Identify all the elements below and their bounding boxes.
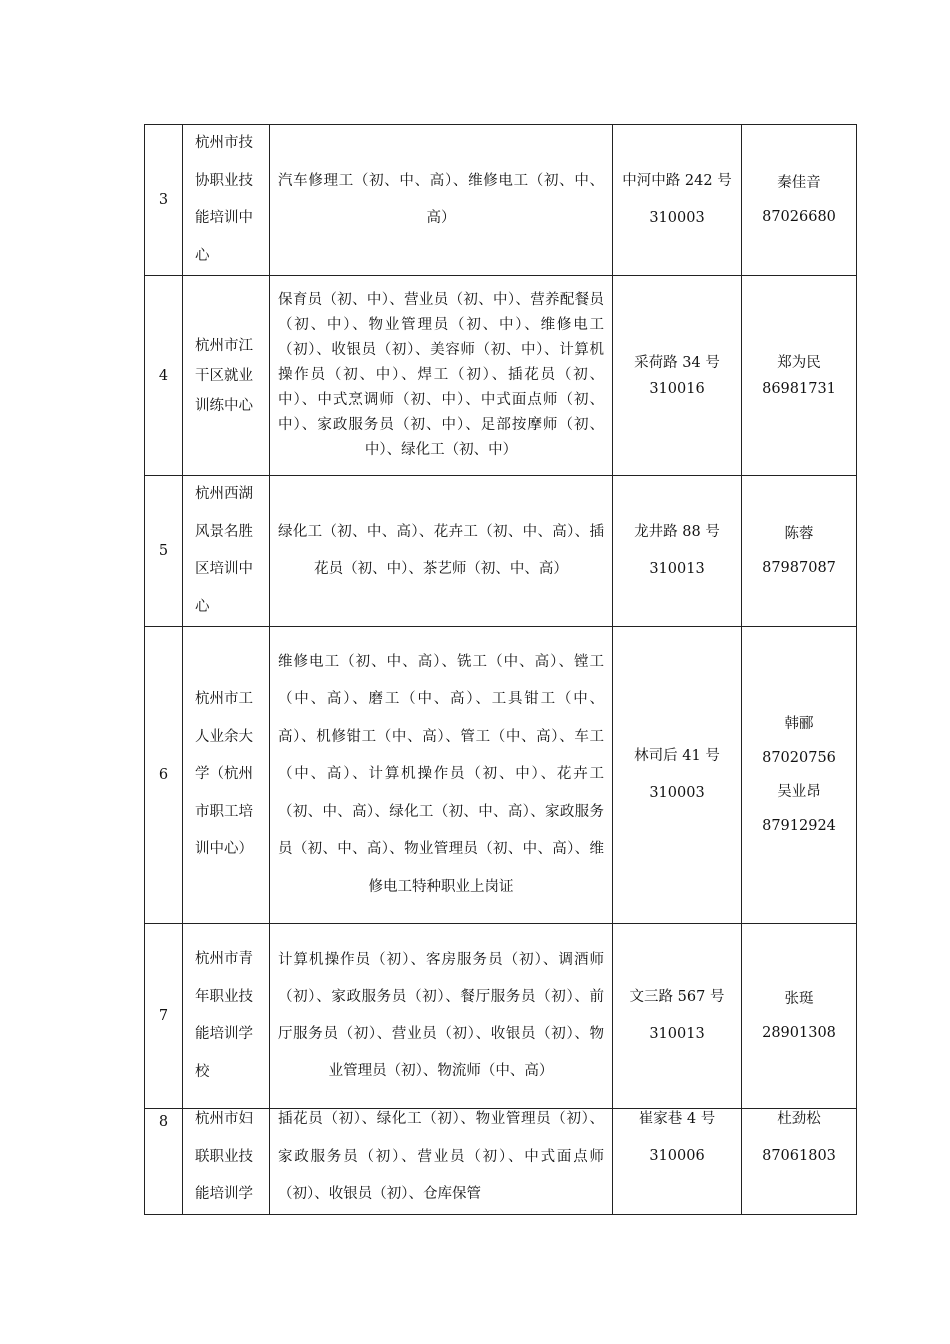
postal-code: 310013 xyxy=(649,561,705,577)
contact-phone: 86981731 xyxy=(762,380,836,397)
row-number: 7 xyxy=(145,924,183,1109)
row-number: 5 xyxy=(145,476,183,627)
contact-phone: 28901308 xyxy=(762,1025,836,1041)
address: 采荷路 34 号 xyxy=(634,354,720,371)
postal-code: 310013 xyxy=(649,1026,705,1042)
training-jobs: 保育员（初、中）、营业员（初、中）、营养配餐员（初、中）、物业管理员（初、中）、维修电工（初）、收银员（初）、美容师（初、中）、计算机操作员（初、中）、焊工（初）、插花员（初、中）、中式烹调师（初、中）、中式面点师（初、中）、家政服务员（初、中）、足部按摩师（初、中）、绿化工（初、中） xyxy=(278,292,604,458)
contact-name: 秦佳音 xyxy=(777,175,821,191)
postal-code: 310006 xyxy=(649,1148,705,1164)
training-jobs: 汽车修理工（初、中、高）、维修电工（初、中、高） xyxy=(278,172,604,226)
contact-phone: 87020756 xyxy=(762,750,836,766)
contact-name: 郑为民 xyxy=(777,354,821,371)
address: 林司后 41 号 xyxy=(634,748,720,764)
contact-name: 韩郦 xyxy=(784,716,814,732)
institution-name: 杭州市青年职业技能培训学校 xyxy=(195,951,253,1080)
address: 中河中路 242 号 xyxy=(622,173,732,189)
row-number: 6 xyxy=(145,627,183,924)
training-jobs: 维修电工（初、中、高）、铣工（中、高）、镗工（中、高）、磨工（中、高）、工具钳工（中、高）、机修钳工（中、高）、管工（中、高）、车工（中、高）、计算机操作员（初、中）、花卉工（初、中、高）、绿化工（初、中、高）、家政服务员（初、中、高）、物业管理员（初、中、高）、维修电工特种职业上岗证 xyxy=(278,653,604,895)
institution-name: 杭州市工人业余大学（杭州市职工培训中心） xyxy=(195,691,253,858)
table-row xyxy=(145,627,857,924)
table-row xyxy=(145,476,857,627)
postal-code: 310003 xyxy=(649,785,705,801)
institution-name: 杭州市技协职业技能培训中心 xyxy=(195,135,253,264)
contact-name: 张珽 xyxy=(784,991,814,1007)
institution-name: 杭州西湖风景名胜区培训中心 xyxy=(195,486,253,615)
table-row xyxy=(145,276,857,476)
training-jobs: 插花员（初）、绿化工（初）、物业管理员（初）、家政服务员（初）、营业员（初）、中式面点师（初）、收银员（初）、仓库保管 xyxy=(278,1111,604,1202)
institution-name: 杭州市妇联职业技能培训学 xyxy=(195,1111,253,1202)
postal-code: 310003 xyxy=(649,210,705,226)
contact-name: 吴业昂 xyxy=(777,784,821,800)
institution-name: 杭州市江干区就业训练中心 xyxy=(195,337,253,414)
row-number: 4 xyxy=(145,276,183,476)
training-jobs: 计算机操作员（初）、客房服务员（初）、调酒师（初）、家政服务员（初）、餐厅服务员（初）、前厅服务员（初）、营业员（初）、收银员（初）、物业管理员（初）、物流师（中、高） xyxy=(278,952,604,1079)
address: 龙井路 88 号 xyxy=(634,524,720,540)
contact-phone: 87912924 xyxy=(762,818,836,834)
training-jobs: 绿化工（初、中、高）、花卉工（初、中、高）、插花员（初、中）、茶艺师（初、中、高） xyxy=(278,523,604,577)
contact-phone: 87987087 xyxy=(762,560,836,576)
address: 崔家巷 4 号 xyxy=(638,1111,716,1127)
row-number: 8 xyxy=(145,1109,183,1215)
row-number: 3 xyxy=(145,125,183,276)
table-row xyxy=(145,125,857,276)
table-row xyxy=(145,924,857,1109)
contact-phone: 87026680 xyxy=(762,209,836,225)
contact-phone: 87061803 xyxy=(762,1148,836,1164)
address: 文三路 567 号 xyxy=(629,989,725,1005)
contact-name: 陈蓉 xyxy=(784,526,814,542)
table-row xyxy=(145,1109,857,1215)
postal-code: 310016 xyxy=(649,380,705,397)
contact-name: 杜劲松 xyxy=(777,1111,821,1127)
training-institutions-table xyxy=(144,124,857,1215)
